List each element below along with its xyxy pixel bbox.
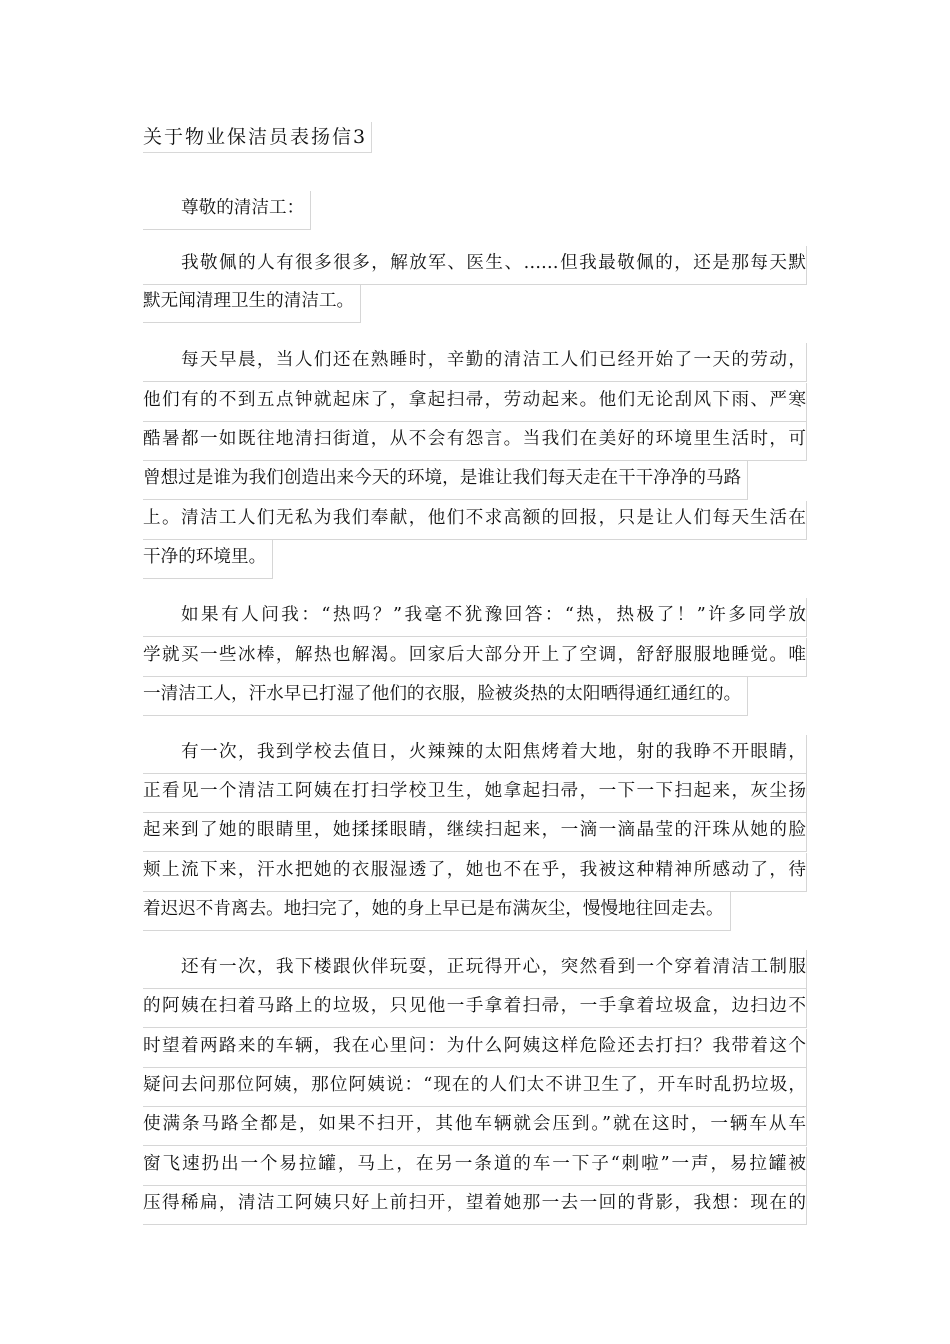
text-line: 窗飞速扔出一个易拉罐，马上，在另一条道的车一下子“刺啦”一声，易拉罐被 [143,1147,807,1186]
text-line: 每天早晨，当人们还在熟睡时，辛勤的清洁工人们已经开始了一天的劳动， [143,343,807,382]
text-line: 正看见一个清洁工阿姨在打扫学校卫生，她拿起扫帚，一下一下扫起来，灰尘扬 [143,774,807,813]
text-line: 尊敬的清洁工： [143,191,311,230]
text-line: 的阿姨在扫着马路上的垃圾，只见他一手拿着扫帚，一手拿着垃圾盒，边扫边不 [143,989,807,1028]
text-line: 时望着两路来的车辆，我在心里问：为什么阿姨这样危险还去打扫？我带着这个 [143,1029,807,1068]
text-line: 酷暑都一如既往地清扫街道，从不会有怨言。当我们在美好的环境里生活时，可 [143,422,807,461]
text-line: 还有一次，我下楼跟伙伴玩耍，正玩得开心，突然看到一个穿着清洁工制服 [143,950,807,989]
text-line: 起来到了她的眼睛里，她揉揉眼睛，继续扫起来，一滴一滴晶莹的汗珠从她的脸 [143,813,807,852]
text-line: 疑问去问那位阿姨，那位阿姨说：“现在的人们太不讲卫生了，开车时乱扔垃圾， [143,1068,807,1107]
text-line: 默无闻清理卫生的清洁工。 [143,284,361,323]
text-line: 压得稀扁，清洁工阿姨只好上前扫开，望着她那一去一回的背影，我想：现在的 [143,1186,807,1225]
text-line: 使满条马路全都是，如果不扫开，其他车辆就会压到。”就在这时，一辆车从车 [143,1107,807,1146]
text-line: 他们有的不到五点钟就起床了，拿起扫帚，劳动起来。他们无论刮风下雨、严寒 [143,383,807,422]
text-line: 上。清洁工人们无私为我们奉献，他们不求高额的回报，只是让人们每天生活在 [143,501,807,540]
text-line: 如果有人问我：“热吗？”我毫不犹豫回答：“热，热极了！”许多同学放 [143,598,807,637]
text-line: 我敬佩的人有很多很多，解放军、医生、……但我最敬佩的，还是那每天默 [143,246,807,285]
text-line: 学就买一些冰棒，解热也解渴。回家后大部分开上了空调，舒舒服服地睡觉。唯 [143,638,807,677]
text-line: 干净的环境里。 [143,540,273,579]
document-title: 关于物业保洁员表扬信3 [143,122,372,153]
text-line: 着迟迟不肯离去。地扫完了，她的身上早已是布满灰尘，慢慢地往回走去。 [143,892,731,931]
text-line: 颊上流下来，汗水把她的衣服湿透了，她也不在乎，我被这种精神所感动了，待 [143,853,807,892]
text-line: 曾想过是谁为我们创造出来今天的环境，是谁让我们每天走在干干净净的马路 [143,461,748,500]
text-line: 一清洁工人，汗水早已打湿了他们的衣服，脸被炎热的太阳晒得通红通红的。 [143,677,748,716]
text-line: 有一次，我到学校去值日，火辣辣的太阳焦烤着大地，射的我睁不开眼睛， [143,735,807,774]
